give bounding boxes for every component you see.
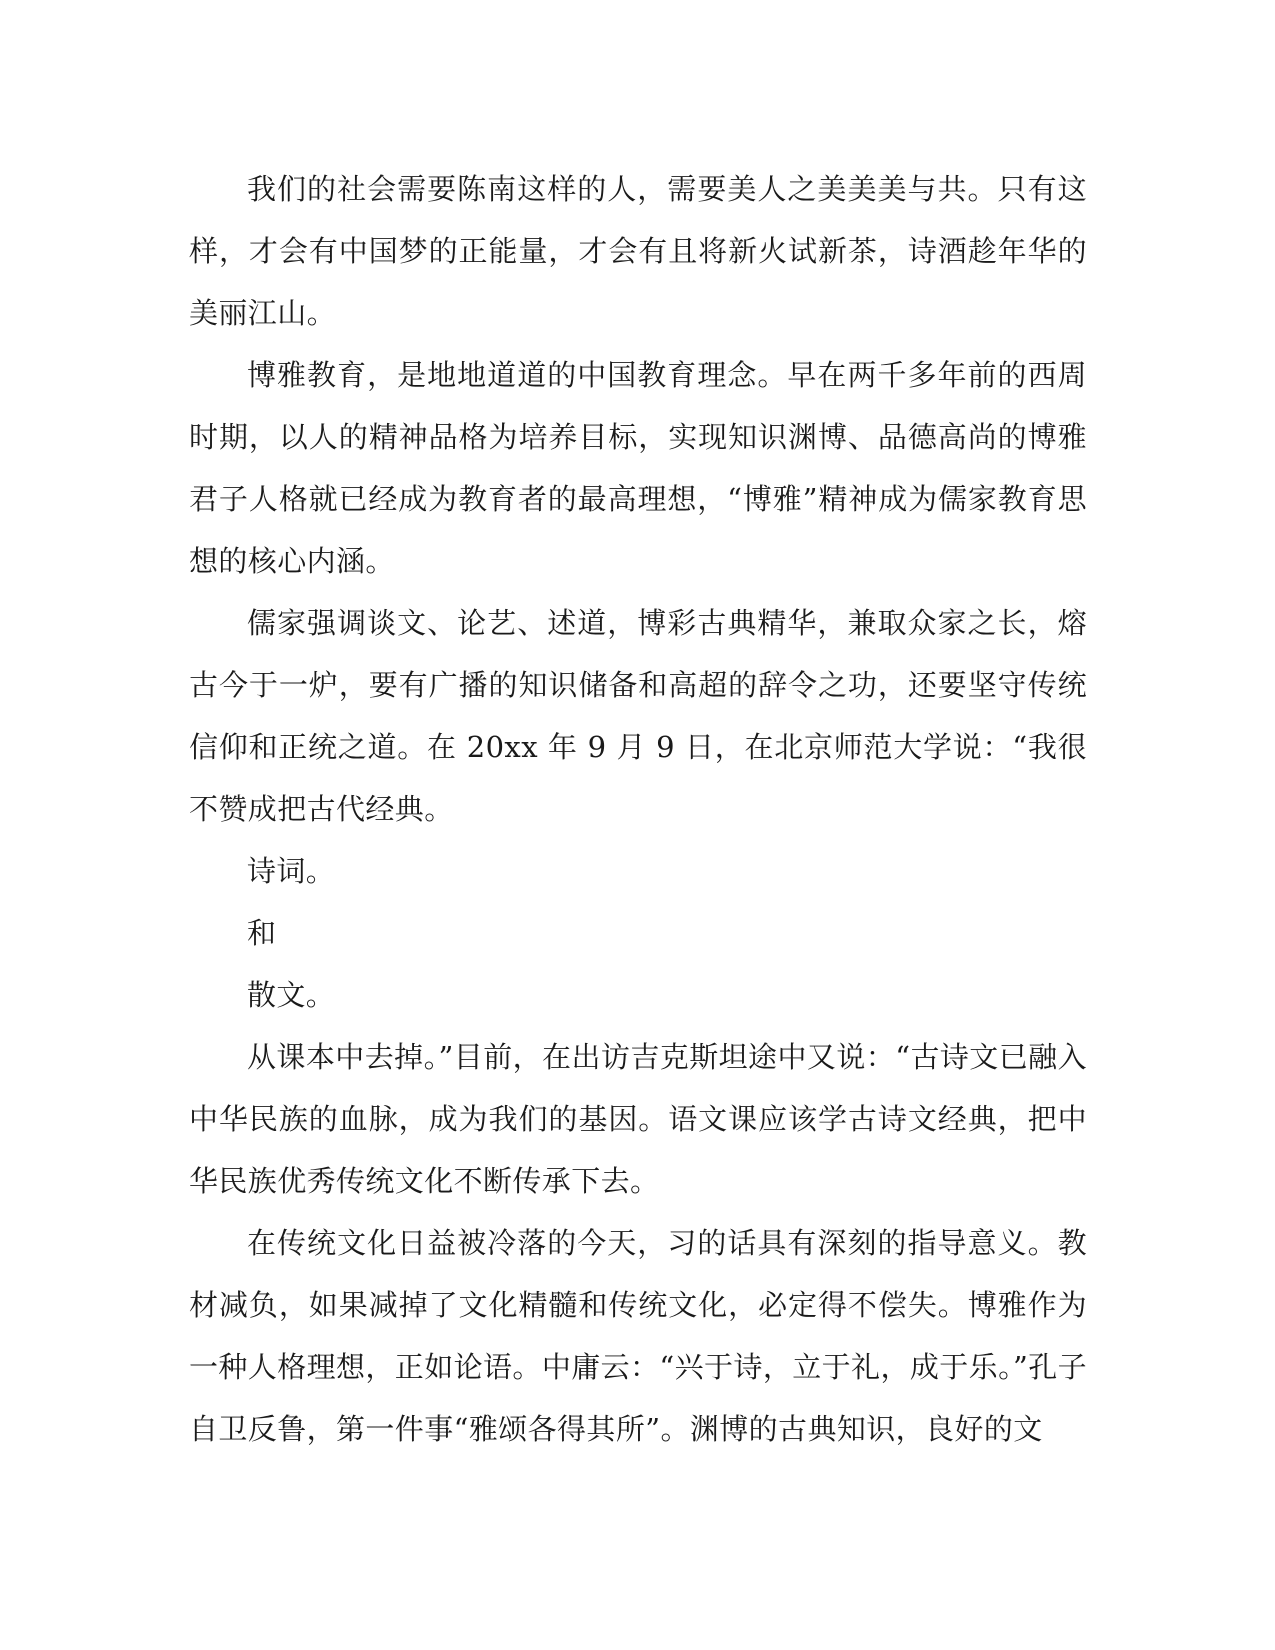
paragraph: 散文。: [247, 978, 336, 1012]
paragraph: 我们的社会需要陈南这样的人，需要美人之美美美与共。只有这样，才会有中国梦的正能量，才会有且将新火试新茶，诗酒趁年华的美丽江山。: [189, 172, 1087, 330]
paragraph: 和: [247, 916, 277, 950]
paragraph: 在传统文化日益被冷落的今天，习的话具有深刻的指导意义。教材减负，如果减掉了文化精髓和传统文化，必定得不偿失。博雅作为一种人格理想，正如论语。中庸云：“兴于诗，立于礼，成于乐。”孔子自卫反鲁，第一件事“雅颂各得其所”。渊博的古典知识，良好的文: [189, 1226, 1087, 1446]
paragraph: 诗词。: [247, 854, 336, 888]
document-body: [189, 158, 1087, 1460]
paragraph: 博雅教育，是地地道道的中国教育理念。早在两千多年前的西周时期，以人的精神品格为培养目标，实现知识渊博、品德高尚的博雅君子人格就已经成为教育者的最高理想，“博雅”精神成为儒家教育思想的核心内涵。: [189, 358, 1087, 578]
paragraph: 儒家强调谈文、论艺、述道，博彩古典精华，兼取众家之长，熔古今于一炉，要有广播的知识储备和高超的辞令之功，还要坚守传统信仰和正统之道。在 20xx 年 9 月 9 日，在北京师范大学说：“我很不赞成把古代经典。: [189, 606, 1087, 826]
paragraph: 从课本中去掉。”目前，在出访吉克斯坦途中又说：“古诗文已融入中华民族的血脉，成为我们的基因。语文课应该学古诗文经典，把中华民族优秀传统文化不断传承下去。: [189, 1040, 1087, 1198]
